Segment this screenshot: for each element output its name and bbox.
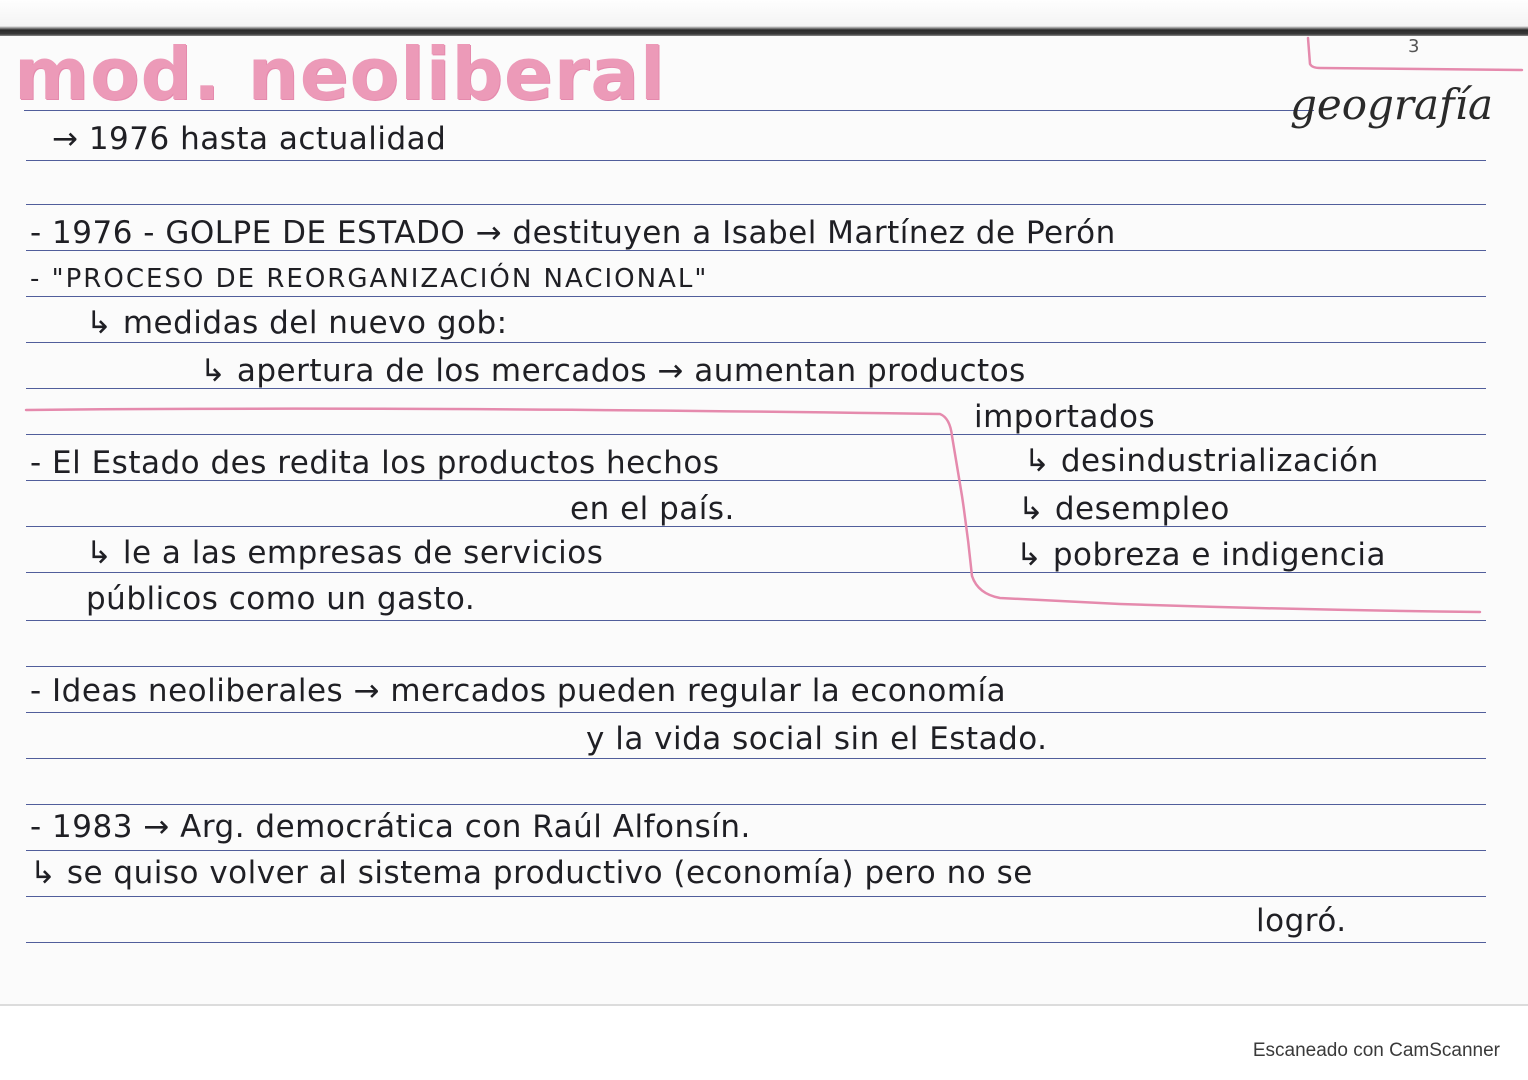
period-note: → 1976 hasta actualidad (52, 121, 447, 157)
ruled-line (26, 526, 1486, 527)
process-note: - "PROCESO DE REORGANIZACIÓN NACIONAL" (30, 264, 709, 294)
scan-edge-shadow (0, 0, 1528, 38)
imported-note: importados (974, 399, 1156, 435)
coup-note: - 1976 - GOLPE DE ESTADO → destituyen a Isabel Martínez de Perón (30, 215, 1116, 251)
index-card (0, 36, 1528, 1006)
services-note-continuation: públicos como un gasto. (86, 581, 476, 617)
ruled-line (26, 804, 1486, 805)
ruled-line (26, 758, 1486, 759)
ruled-line (26, 896, 1486, 897)
page-number: 3 (1408, 36, 1420, 57)
camscanner-watermark: Escaneado con CamScanner (1252, 1040, 1500, 1061)
ruled-line (26, 296, 1486, 297)
ruled-line (26, 850, 1486, 851)
subject-label: geografía (1290, 80, 1494, 129)
page-title: mod. neoliberal (14, 36, 666, 116)
ruled-line (26, 204, 1486, 205)
state-note-continuation: en el país. (570, 491, 735, 527)
attempt-note-continuation: logró. (1256, 903, 1347, 939)
attempt-note: ↳ se quiso volver al sistema productivo (economía) pero no se (30, 855, 1033, 891)
effect-item: ↳ desindustrialización (1024, 443, 1379, 479)
ruled-line (26, 942, 1486, 943)
market-opening-note: ↳ apertura de los mercados → aumentan productos (200, 353, 1026, 389)
ideas-note: - Ideas neoliberales → mercados pueden regular la economía (30, 673, 1007, 709)
ruled-line (26, 712, 1486, 713)
ruled-line (26, 666, 1486, 667)
state-note: - El Estado des redita los productos hechos (30, 445, 720, 481)
services-note: ↳ le a las empresas de servicios (86, 535, 604, 571)
ruled-line (26, 620, 1486, 621)
ruled-line (26, 342, 1486, 343)
democracy-note: - 1983 → Arg. democrática con Raúl Alfonsín. (30, 809, 751, 845)
measures-note: ↳ medidas del nuevo gob: (86, 305, 508, 341)
ideas-note-continuation: y la vida social sin el Estado. (586, 721, 1048, 757)
ruled-line (26, 160, 1486, 161)
ruled-line (26, 434, 1486, 435)
effect-item: ↳ desempleo (1018, 491, 1230, 527)
effect-item: ↳ pobreza e indigencia (1016, 537, 1386, 573)
